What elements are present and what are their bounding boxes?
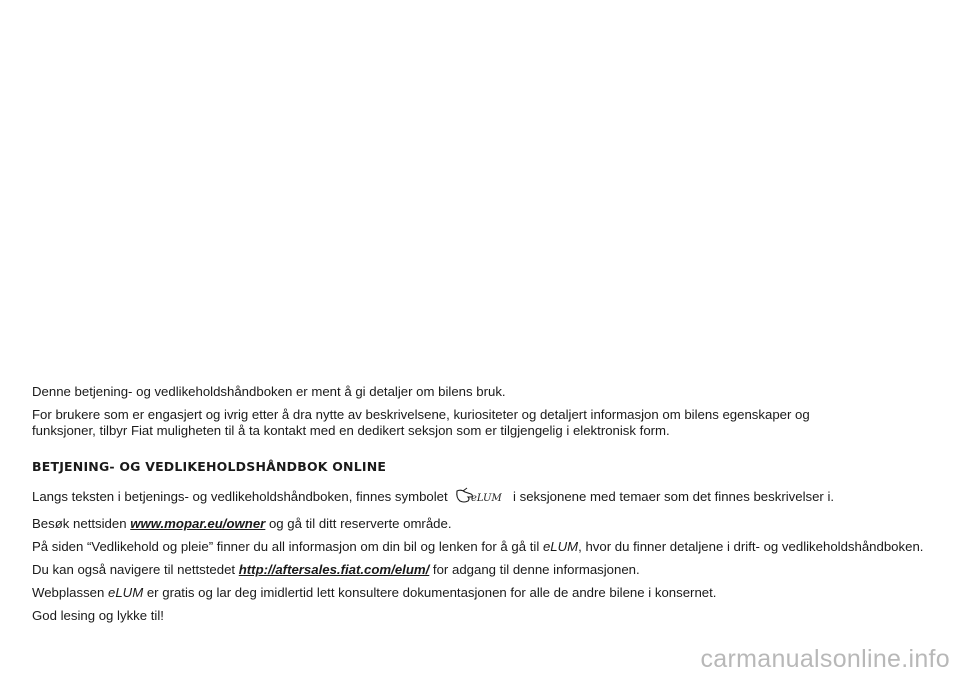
intro-paragraph-2-line-1: For brukere som er engasjert og ivrig etter å dra nytte av beskrivelsene, kuriositeter og detaljert informasjon om bilens egenskaper og bbox=[32, 407, 810, 422]
maintenance-paragraph-text-after: , hvor du finner detaljene i drift- og vedlikeholdshåndboken. bbox=[578, 539, 924, 554]
manual-intro-text bbox=[32, 384, 942, 631]
section-heading: BETJENING- OG VEDLIKEHOLDSHÅNDBOK ONLINE bbox=[32, 459, 387, 474]
aftersales-paragraph-text-after: for adgang til denne informasjonen. bbox=[429, 562, 640, 577]
mopar-paragraph-text-before: Besøk nettsiden bbox=[32, 516, 131, 531]
intro-paragraph-2 bbox=[32, 407, 942, 439]
webplace-paragraph-text-before: Webplassen bbox=[32, 585, 108, 600]
elum-paragraph-text-before: Langs teksten i betjenings- og vedlikeholdshåndboken, finnes symbolet bbox=[32, 489, 448, 504]
elum-paragraph-text-after: i seksjonene med temaer som det finnes beskrivelser i. bbox=[513, 489, 835, 504]
webplace-paragraph bbox=[32, 585, 942, 601]
aftersales-paragraph bbox=[32, 562, 942, 578]
elum-term: eLUM bbox=[108, 585, 144, 600]
elum-symbol-label: eLUM bbox=[471, 493, 503, 504]
maintenance-paragraph-text-before: På siden “Vedlikehold og pleie” finner du all informasjon om din bil og lenken for å gå til bbox=[32, 539, 543, 554]
webplace-paragraph-text-after: er gratis og lar deg imidlertid lett konsultere dokumentasjonen for alle de andre bilene i konsernet. bbox=[143, 585, 717, 600]
mopar-owner-link[interactable]: www.mopar.eu/owner bbox=[130, 516, 266, 531]
mopar-paragraph bbox=[32, 516, 942, 532]
elum-symbol-paragraph bbox=[32, 485, 942, 509]
elum-hand-icon bbox=[455, 485, 507, 509]
closing-line: God lesing og lykke til! bbox=[32, 608, 164, 623]
intro-paragraph: Denne betjening- og vedlikeholdshåndboken er ment å gi detaljer om bilens bruk. bbox=[32, 384, 506, 399]
site-watermark: carmanualsonline.info bbox=[700, 645, 950, 673]
intro-paragraph-2-line-2: funksjoner, tilbyr Fiat muligheten til å ta kontakt med en dedikert seksjon som er tilgjengelig i elektronisk form. bbox=[32, 423, 670, 438]
aftersales-elum-link[interactable]: http://aftersales.fiat.com/elum/ bbox=[238, 562, 430, 577]
maintenance-paragraph bbox=[32, 539, 942, 555]
aftersales-paragraph-text-before: Du kan også navigere til nettstedet bbox=[32, 562, 239, 577]
mopar-paragraph-text-after: og gå til ditt reserverte område. bbox=[265, 516, 452, 531]
elum-term: eLUM bbox=[542, 539, 579, 554]
